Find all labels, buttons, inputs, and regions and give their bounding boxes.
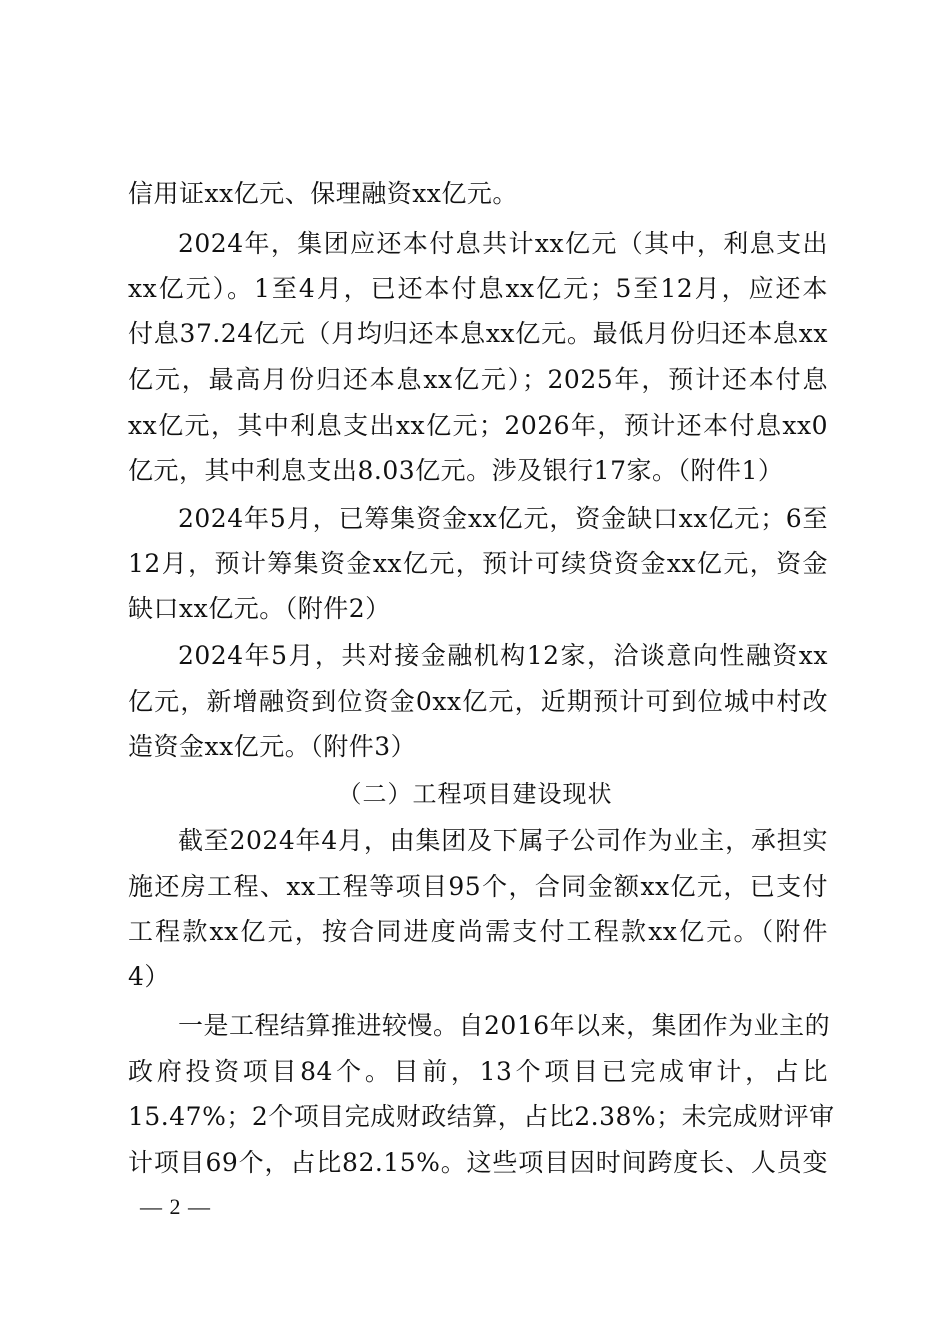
page-number: — 2 —: [140, 1194, 211, 1219]
paragraph-line: 一是工程结算推进较慢。自2016年以来，集团作为业主的: [178, 1011, 831, 1040]
paragraph-line: 亿元，其中利息支出8.03亿元。涉及银行17家。（附件1）: [128, 456, 784, 485]
paragraph-line: 信用证xx亿元、保理融资xx亿元。: [128, 179, 518, 208]
paragraph-line: 政府投资项目84个。目前，13个项目已完成审计，占比: [128, 1057, 828, 1086]
paragraph-line: 截至2024年4月，由集团及下属子公司作为业主，承担实: [178, 826, 828, 855]
paragraph-line: 付息37.24亿元（月均归还本息xx亿元。最低月份归还本息xx: [128, 319, 828, 348]
paragraph-line: 2024年5月，已筹集资金xx亿元，资金缺口xx亿元；6至: [178, 504, 828, 533]
paragraph-line: 施还房工程、xx工程等项目95个，合同金额xx亿元，已支付: [128, 872, 828, 901]
paragraph-line: 计项目69个，占比82.15%。这些项目因时间跨度长、人员变: [128, 1148, 828, 1177]
paragraph-line: 亿元，新增融资到位资金0xx亿元，近期预计可到位城中村改: [128, 687, 828, 716]
paragraph-line: 缺口xx亿元。（附件2）: [128, 594, 391, 623]
paragraph-line: 亿元，最高月份归还本息xx亿元）；2025年，预计还本付息: [128, 365, 828, 394]
paragraph-line: 2024年，集团应还本付息共计xx亿元（其中，利息支出: [178, 229, 828, 258]
paragraph-line: 15.47%；2个项目完成财政结算，占比2.38%；未完成财评审: [128, 1102, 835, 1131]
paragraph-line: xx亿元，其中利息支出xx亿元；2026年，预计还本付息xx0: [128, 411, 828, 440]
paragraph-line: 工程款xx亿元，按合同进度尚需支付工程款xx亿元。（附件: [128, 917, 828, 946]
paragraph-line: 4）: [128, 962, 170, 991]
paragraph-line: 2024年5月，共对接金融机构12家，洽谈意向性融资xx: [178, 641, 828, 670]
paragraph-line: 造资金xx亿元。（附件3）: [128, 732, 417, 761]
paragraph-line: 12月，预计筹集资金xx亿元，预计可续贷资金xx亿元，资金: [128, 549, 828, 578]
paragraph-line: xx亿元）。1至4月，已还本付息xx亿元；5至12月，应还本: [128, 274, 828, 303]
section-heading: （二）工程项目建设现状: [337, 780, 613, 808]
